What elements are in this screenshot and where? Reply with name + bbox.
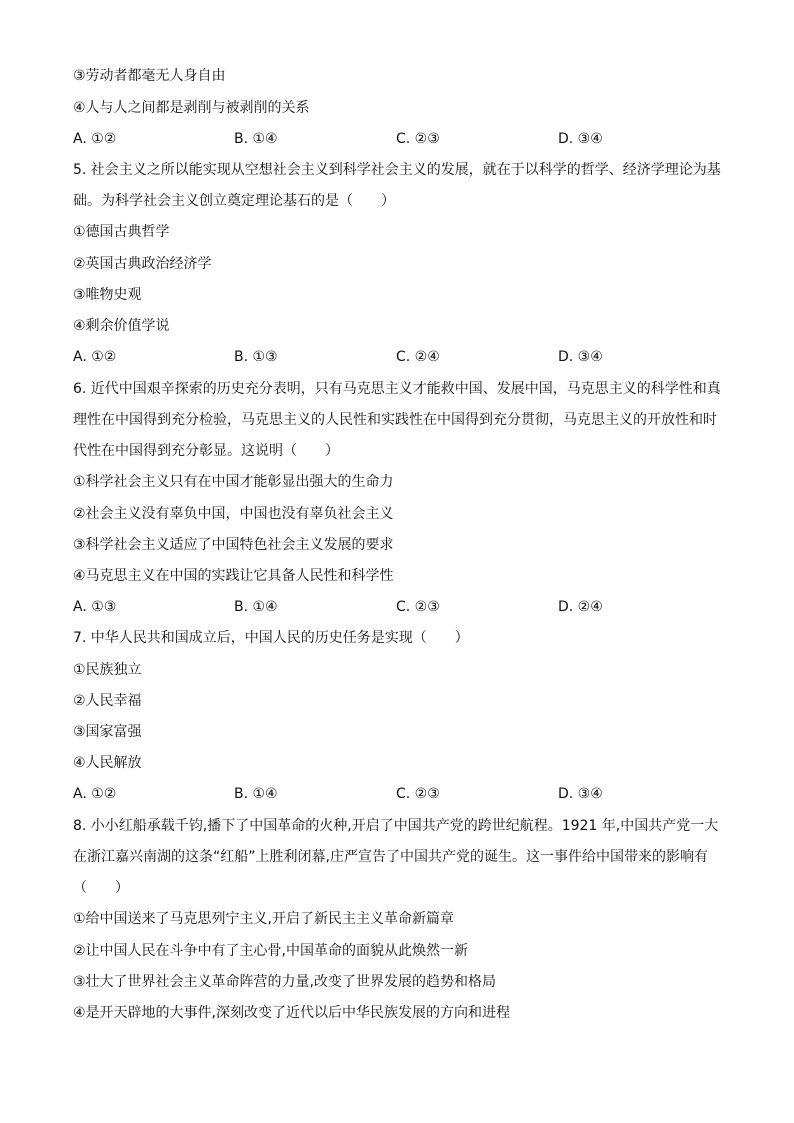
q4-option-b: B. ①④ <box>234 131 278 147</box>
q8-choice-4: ④是开天辟地的大事件,深刻改变了近代以后中华民族发展的方向和进程 <box>73 1005 510 1021</box>
q5-choice-3: ③唯物史观 <box>73 287 142 303</box>
q4-choice-4: ④人与人之间都是剥削与被剥削的关系 <box>73 100 310 116</box>
q6-stem-line-3: 代性在中国得到充分彰显。这说明（ ） <box>73 443 339 459</box>
q4-option-c: C. ②③ <box>396 131 440 147</box>
q6-option-c: C. ②③ <box>396 599 440 615</box>
q6-stem-line-2: 理性在中国得到充分检验，马克思主义的人民性和实践性在中国得到充分贯彻，马克思主义的开放性和时 <box>73 412 717 428</box>
q6-choice-1: ①科学社会主义只有在中国才能彰显出强大的生命力 <box>73 474 394 490</box>
q4-option-a: A. ①② <box>73 131 117 147</box>
q8-choice-2: ②让中国人民在斗争中有了主心骨,中国革命的面貌从此焕然一新 <box>73 943 468 959</box>
q7-choice-3: ③国家富强 <box>73 724 142 740</box>
q7-option-a: A. ①② <box>73 786 117 802</box>
q5-choice-1: ①德国古典哲学 <box>73 224 170 240</box>
q6-choice-2: ②社会主义没有辜负中国，中国也没有辜负社会主义 <box>73 506 394 522</box>
q8-choice-1: ①给中国送来了马克思列宁主义,开启了新民主主义革命新篇章 <box>73 911 454 927</box>
q7-choice-4: ④人民解放 <box>73 755 142 771</box>
q8-stem-line-1: 8. 小小红船承载千钧,播下了中国革命的火种,开启了中国共产党的跨世纪航程。1921 年,中国共产党一大 <box>73 818 719 834</box>
q7-option-b: B. ①④ <box>234 786 278 802</box>
q4-options <box>73 129 733 149</box>
q5-options <box>73 347 733 367</box>
q5-choice-4: ④剩余价值学说 <box>73 318 170 334</box>
q8-stem-line-3: （ ） <box>73 880 129 896</box>
q6-options <box>73 597 733 617</box>
q5-option-d: D. ③④ <box>558 349 603 365</box>
q6-stem-line-1: 6. 近代中国艰辛探索的历史充分表明，只有马克思主义才能救中国、发展中国，马克思主义的科学性和真 <box>73 381 721 397</box>
q6-choice-3: ③科学社会主义适应了中国特色社会主义发展的要求 <box>73 537 394 553</box>
q4-choice-3: ③劳动者都毫无人身自由 <box>73 68 226 84</box>
q7-option-d: D. ③④ <box>558 786 603 802</box>
q6-option-b: B. ①④ <box>234 599 278 615</box>
q5-option-c: C. ②④ <box>396 349 440 365</box>
q7-option-c: C. ②③ <box>396 786 440 802</box>
q5-stem-line-1: 5. 社会主义之所以能实现从空想社会主义到科学社会主义的发展，就在于以科学的哲学、经济学理论为基 <box>73 162 721 178</box>
q7-choice-1: ①民族独立 <box>73 662 142 678</box>
q6-option-d: D. ②④ <box>558 599 603 615</box>
q5-choice-2: ②英国古典政治经济学 <box>73 256 212 272</box>
q8-stem-line-2: 在浙江嘉兴南湖的这条“红船”上胜利闭幕,庄严宣告了中国共产党的诞生。这一事件给中国带来的影响有 <box>73 849 708 865</box>
q6-option-a: A. ①③ <box>73 599 117 615</box>
q4-option-d: D. ③④ <box>558 131 603 147</box>
q5-option-b: B. ①③ <box>234 349 278 365</box>
q8-choice-3: ③壮大了世界社会主义革命阵营的力量,改变了世界发展的趋势和格局 <box>73 974 496 990</box>
q5-stem-line-2: 础。为科学社会主义创立奠定理论基石的是（ ） <box>73 193 395 209</box>
q7-options <box>73 784 733 804</box>
q5-option-a: A. ①② <box>73 349 117 365</box>
q6-choice-4: ④马克思主义在中国的实践让它具备人民性和科学性 <box>73 568 394 584</box>
q7-choice-2: ②人民幸福 <box>73 693 142 709</box>
q7-stem-line-1: 7. 中华人民共和国成立后，中国人民的历史任务是实现（ ） <box>73 630 469 646</box>
